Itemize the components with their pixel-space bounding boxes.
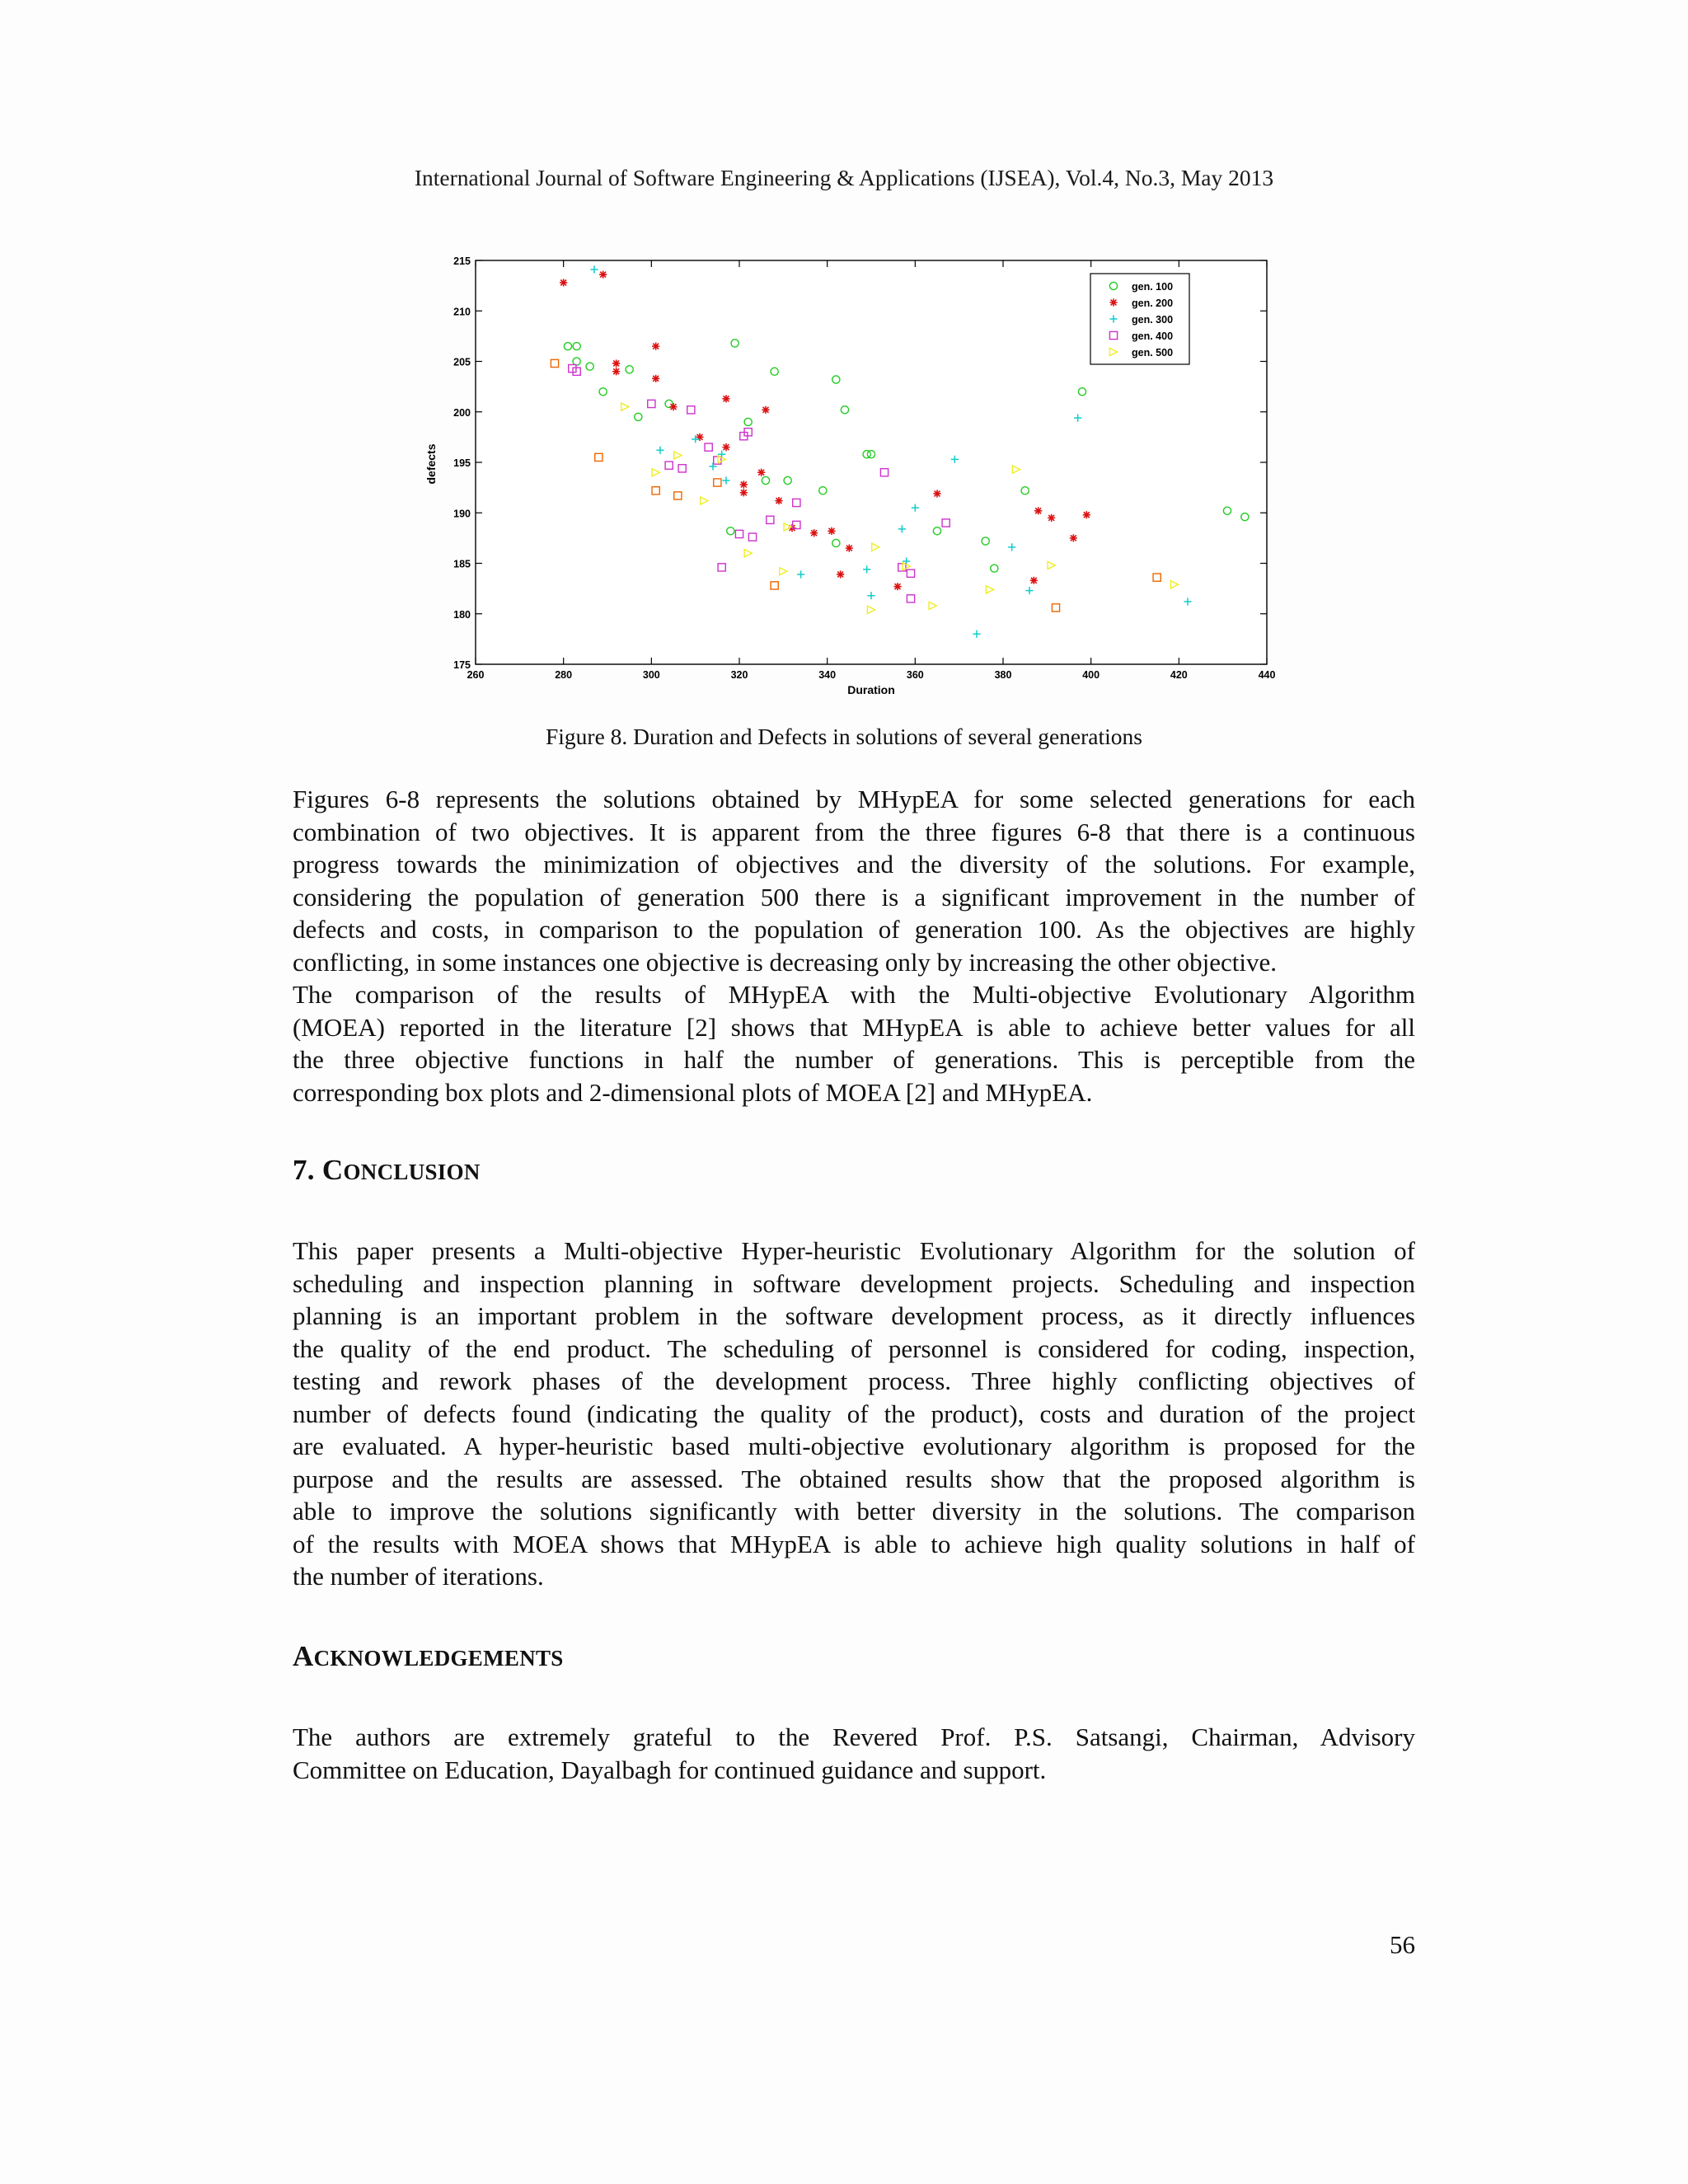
data-point xyxy=(722,395,729,402)
heading-smallcaps: CKNOWLEDGEMENTS xyxy=(313,1646,564,1671)
section-heading-conclusion xyxy=(293,1154,481,1187)
text-line: progress towards the minimization of objectives and the diversity of the solutions. For example, xyxy=(293,850,1415,879)
data-point xyxy=(1034,507,1042,514)
conclusion-paragraph xyxy=(293,1235,1415,1593)
heading-initial: C xyxy=(321,1154,344,1186)
legend-label: gen. 400 xyxy=(1132,330,1174,342)
y-tick-label: 190 xyxy=(453,508,471,520)
y-axis-label: defects xyxy=(424,443,438,485)
journal-header: International Journal of Software Engineering & Applications (IJSEA), Vol.4, No.3, May 2013 xyxy=(414,165,1274,190)
heading-initial: A xyxy=(293,1640,314,1672)
data-point xyxy=(828,527,835,535)
data-point xyxy=(696,434,703,441)
text-line: are evaluated. A hyper-heuristic based multi-objective evolutionary algorithm is proposed for the xyxy=(293,1432,1415,1460)
legend-marker xyxy=(1109,298,1117,306)
data-point xyxy=(1048,514,1055,522)
y-tick-label: 215 xyxy=(453,255,471,267)
text-line: The authors are extremely grateful to the Revered Prof. P.S. Satsangi, Chairman, Advisory xyxy=(293,1722,1415,1751)
acknowledgements-paragraph xyxy=(293,1721,1415,1786)
y-tick-label: 195 xyxy=(453,457,471,469)
x-tick-label: 320 xyxy=(730,669,748,681)
text-line: able to improve the solutions significantly with better diversity in the solutions. The comparison xyxy=(293,1497,1415,1526)
data-point xyxy=(762,406,769,414)
text-line: Figures 6-8 represents the solutions obtained by MHypEA for some selected generations for each xyxy=(293,785,1415,813)
text-line: testing and rework phases of the development process. Three highly conflicting objectives of xyxy=(293,1366,1415,1395)
legend-label: gen. 200 xyxy=(1132,298,1174,309)
x-tick-label: 400 xyxy=(1082,669,1100,681)
y-tick-label: 175 xyxy=(453,659,471,671)
x-tick-label: 280 xyxy=(555,669,573,681)
data-point xyxy=(1030,577,1038,584)
scatter-chart xyxy=(412,247,1294,709)
text-line: This paper presents a Multi-objective Hyper-heuristic Evolutionary Algorithm for the solution of xyxy=(293,1236,1415,1265)
data-point xyxy=(810,529,818,537)
y-tick-label: 205 xyxy=(453,356,471,368)
data-point xyxy=(740,489,748,496)
text-line: the three objective functions in half the number of generations. This is perceptible from the xyxy=(293,1045,1415,1074)
text-line: (MOEA) reported in the literature [2] shows that MHypEA is able to achieve better values for all xyxy=(293,1012,1415,1042)
data-point xyxy=(560,279,567,286)
text-line: considering the population of generation 500 there is a significant improvement in the number of xyxy=(293,882,1415,912)
x-tick-label: 380 xyxy=(994,669,1012,681)
section-heading-acknowledgements xyxy=(293,1640,564,1673)
paragraph-1 xyxy=(293,783,1415,978)
text-line: number of defects found (indicating the quality of the product), costs and duration of the project xyxy=(293,1399,1415,1428)
text-line: the quality of the end product. The scheduling of personnel is considered for coding, inspection, xyxy=(293,1333,1415,1363)
x-tick-label: 260 xyxy=(467,669,485,681)
text-line: scheduling and inspection planning in software development projects. Scheduling and inspection xyxy=(293,1268,1415,1298)
data-point xyxy=(933,490,940,497)
data-point xyxy=(740,480,748,488)
text-line: planning is an important problem in the software development process, as it directly influences xyxy=(293,1301,1415,1330)
text-line: corresponding box plots and 2-dimensional plots of MOEA [2] and MHypEA. xyxy=(293,1077,1093,1107)
data-point xyxy=(1070,534,1077,541)
y-tick-label: 180 xyxy=(453,608,471,621)
text-line: combination of two objectives. It is apparent from the three figures 6-8 that there is a continuous xyxy=(293,817,1415,846)
heading-smallcaps: ONCLUSION xyxy=(343,1160,481,1184)
page-number: 56 xyxy=(1390,1930,1415,1959)
x-tick-label: 300 xyxy=(642,669,660,681)
legend-label: gen. 500 xyxy=(1132,347,1174,359)
data-point xyxy=(612,368,620,375)
data-point xyxy=(846,545,853,552)
data-point xyxy=(893,583,901,590)
text-line: The comparison of the results of MHypEA with the Multi-objective Evolutionary Algorithm xyxy=(293,980,1415,1009)
data-point xyxy=(669,403,677,410)
legend-label: gen. 300 xyxy=(1132,314,1174,326)
data-point xyxy=(837,570,844,578)
section-number: 7. xyxy=(293,1154,322,1186)
x-tick-label: 340 xyxy=(818,669,837,681)
text-line: Committee on Education, Dayalbagh for continued guidance and support. xyxy=(293,1755,1047,1784)
data-point xyxy=(1083,511,1090,518)
figure-caption: Figure 8. Duration and Defects in solutions of several generations xyxy=(546,724,1142,749)
y-tick-label: 200 xyxy=(453,406,471,419)
y-tick-label: 185 xyxy=(453,558,471,570)
data-point xyxy=(652,375,659,382)
data-point xyxy=(599,271,607,279)
x-tick-label: 420 xyxy=(1170,669,1188,681)
paragraph-2 xyxy=(293,978,1415,1108)
text-line: of the results with MOEA shows that MHypEA is able to achieve high quality solutions in half of xyxy=(293,1529,1415,1558)
text-line: the number of iterations. xyxy=(293,1562,544,1591)
x-tick-label: 440 xyxy=(1258,669,1276,681)
text-line: conflicting, in some instances one objective is decreasing only by increasing the other objective. xyxy=(293,947,1277,977)
chart-legend xyxy=(1090,274,1189,364)
data-point xyxy=(612,359,620,367)
x-tick-label: 360 xyxy=(906,669,924,681)
legend-label: gen. 100 xyxy=(1132,281,1174,293)
x-axis-label: Duration xyxy=(847,683,895,696)
data-point xyxy=(775,497,782,504)
y-tick-label: 210 xyxy=(453,306,471,318)
text-line: purpose and the results are assessed. The obtained results show that the proposed algorithm is xyxy=(293,1464,1415,1493)
data-point xyxy=(757,469,765,476)
text-line: defects and costs, in comparison to the population of generation 100. As the objectives are highly xyxy=(293,915,1415,944)
data-point xyxy=(722,443,729,451)
data-point xyxy=(652,343,659,350)
